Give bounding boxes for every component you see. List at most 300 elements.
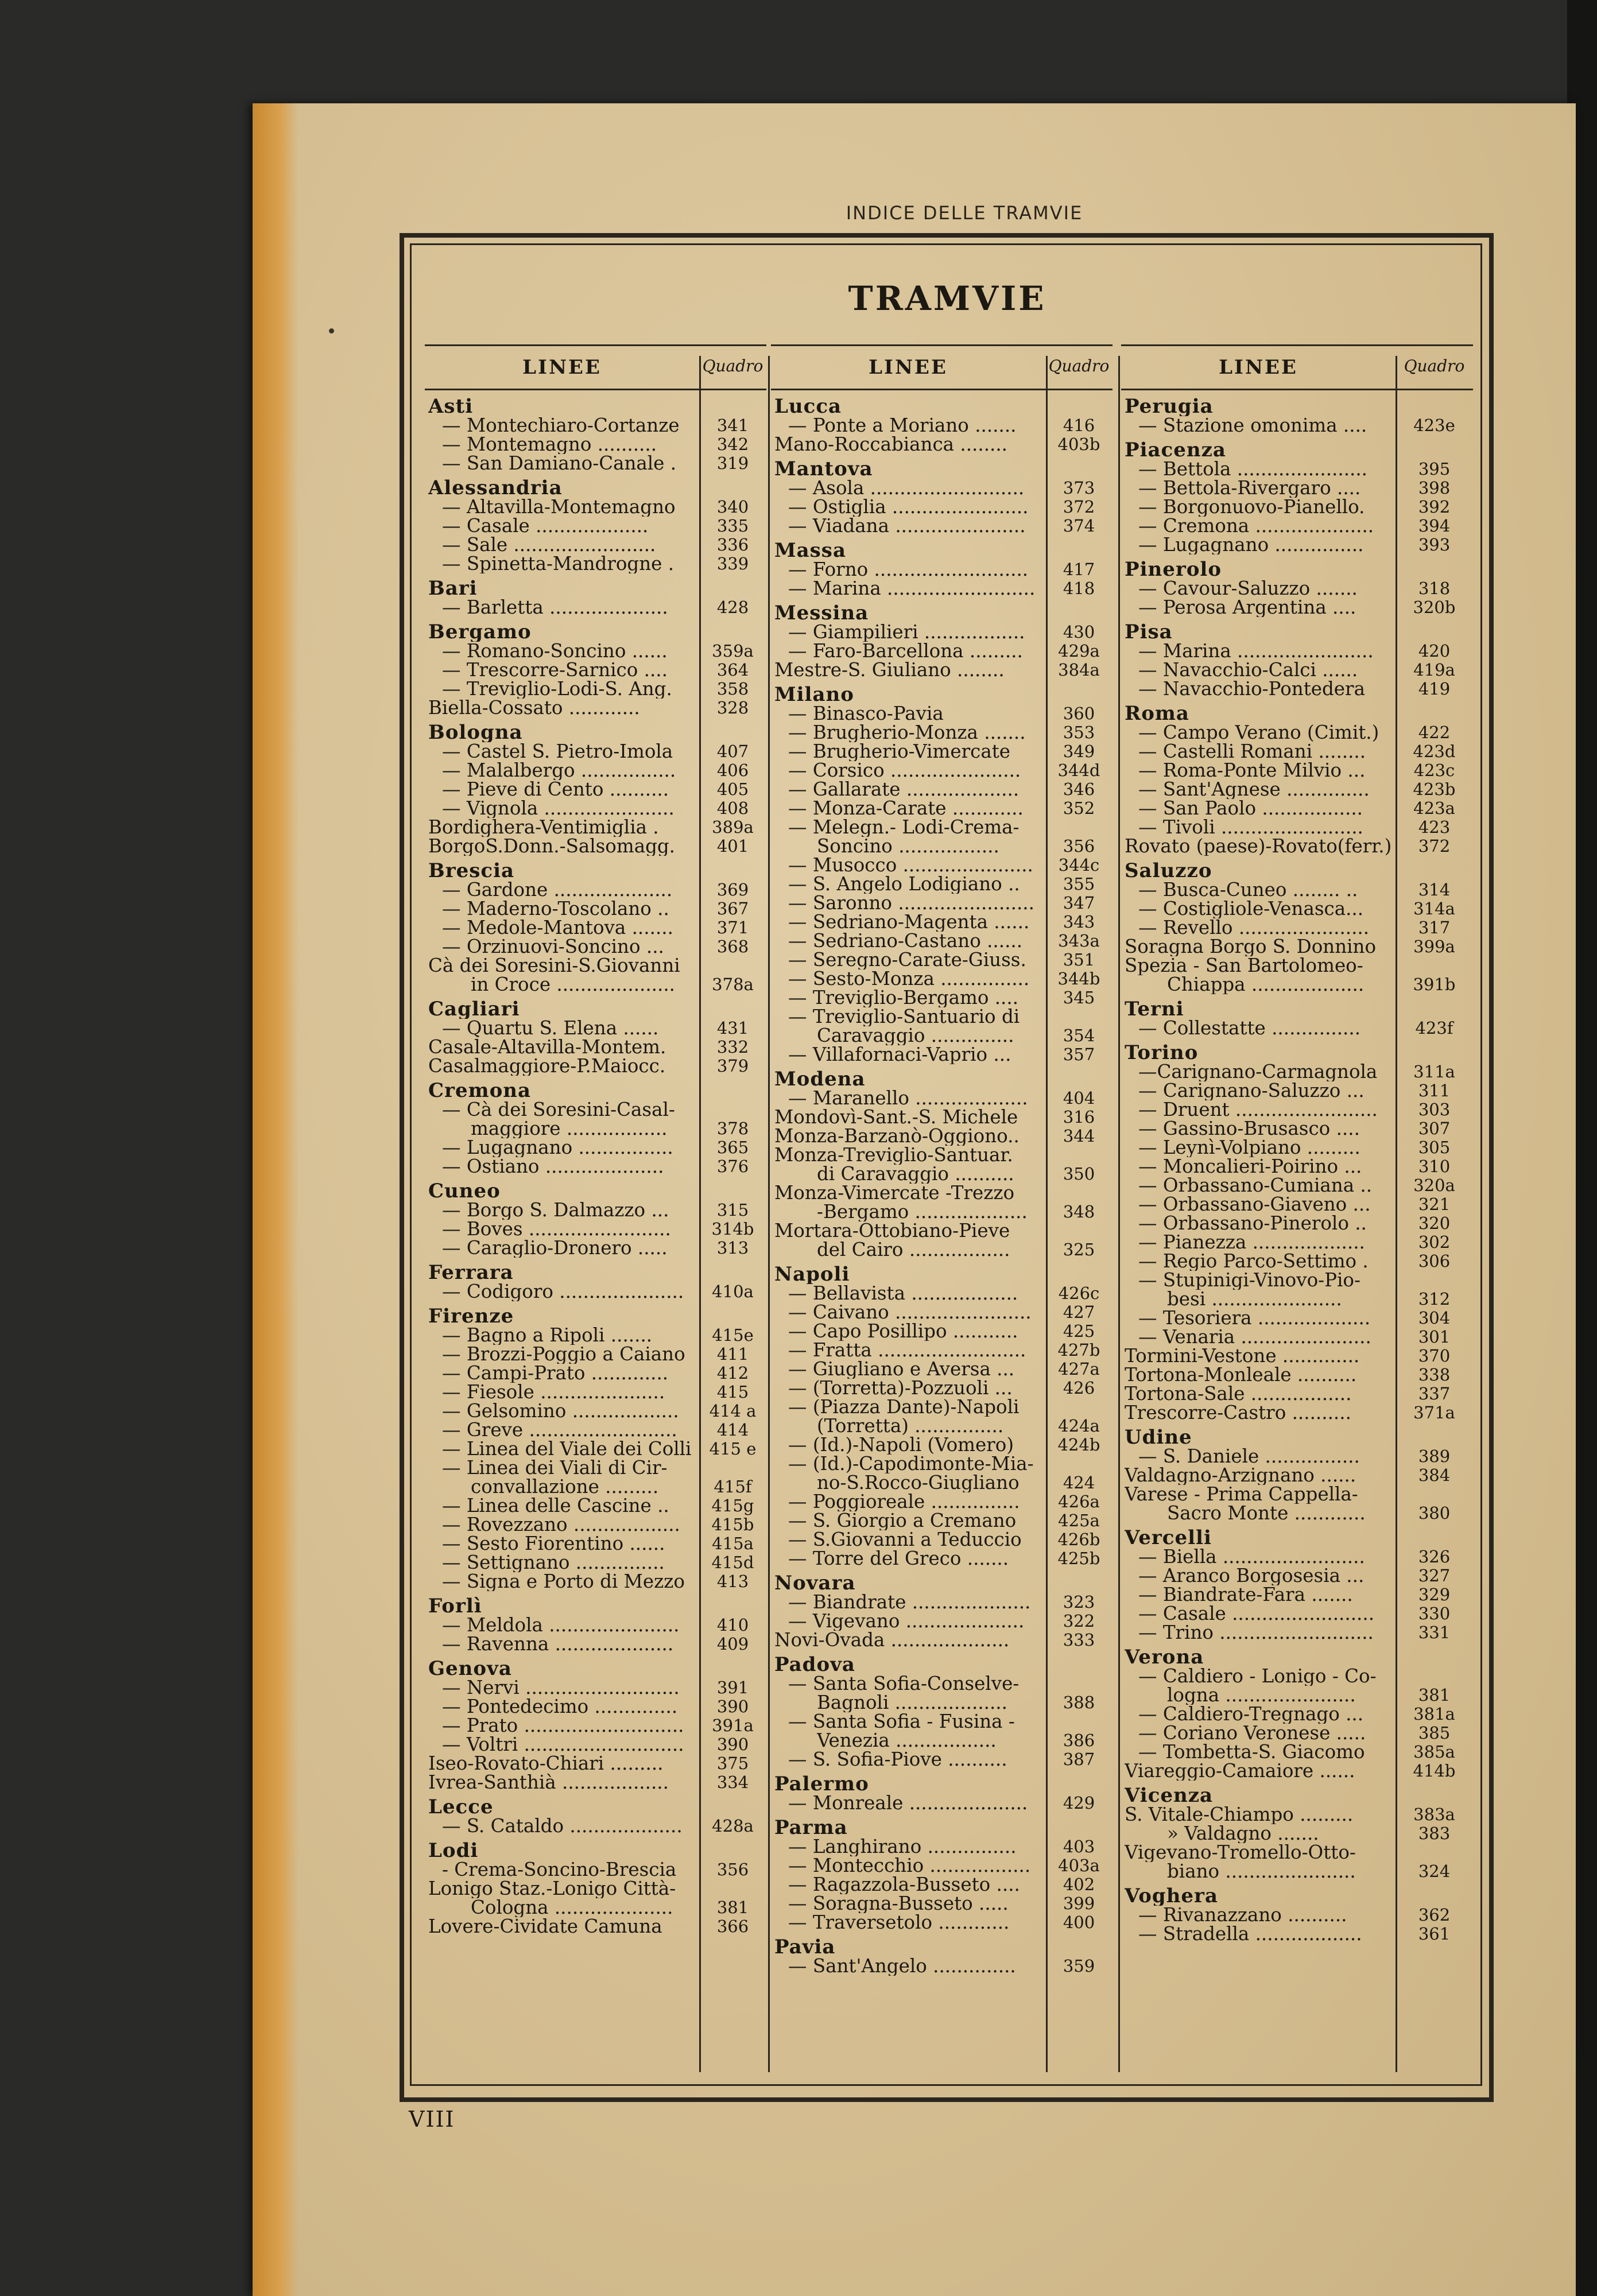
line-entry-row	[771, 1045, 1113, 1064]
line-name: — Pontedecimo ..............	[442, 1697, 678, 1716]
line-name: — Quartu S. Elena ......	[442, 1019, 659, 1038]
line-entry-row	[771, 416, 1113, 435]
city-name: Milano	[774, 685, 854, 704]
line-entry-row	[771, 704, 1113, 723]
line-entry-row	[425, 1678, 766, 1697]
line-name: Sacro Monte ............	[1167, 1504, 1366, 1523]
line-entry-row	[1121, 1906, 1473, 1925]
line-entry-row	[1121, 1290, 1473, 1309]
line-name: — Forno ..........................	[788, 560, 1029, 579]
line-entry-row	[425, 956, 766, 975]
line-name: — Fiesole .....................	[442, 1383, 665, 1402]
line-entry-row	[1121, 1328, 1473, 1347]
city-heading-row	[425, 397, 766, 416]
quadro-number: 328	[716, 698, 749, 718]
quadro-number: 346	[1063, 779, 1095, 799]
city-name: Udine	[1125, 1428, 1192, 1447]
line-entry-row	[1121, 1233, 1473, 1252]
line-entry-row	[425, 598, 766, 617]
line-entry-row	[771, 1492, 1113, 1511]
line-entry-row	[771, 1360, 1113, 1379]
quadro-number: 424b	[1057, 1435, 1100, 1455]
line-name: — Settignano ...............	[442, 1553, 665, 1572]
line-entry-row	[425, 1553, 766, 1572]
quadro-number: 311a	[1413, 1062, 1455, 1081]
line-entry-row	[1121, 1623, 1473, 1642]
quadro-number: 318	[1418, 579, 1451, 598]
quadro-number: 330	[1418, 1604, 1451, 1623]
line-entry-row	[1121, 460, 1473, 479]
header-lines: LINEE	[522, 356, 602, 379]
line-entry-row	[1121, 918, 1473, 937]
line-name: — Fratta .........................	[788, 1341, 1026, 1360]
line-name: — (Piazza Dante)-Napoli	[788, 1398, 1020, 1417]
quadro-number: 423c	[1413, 761, 1455, 780]
line-name: — Capo Posillipo ...........	[788, 1322, 1018, 1341]
line-name: — Treviglio-Bergamo ....	[788, 988, 1019, 1007]
line-entry-row	[425, 1477, 766, 1496]
line-name: — Gassino-Brusasco ....	[1138, 1119, 1360, 1138]
city-name: Parma	[774, 1818, 848, 1837]
city-heading-row	[1121, 441, 1473, 460]
line-entry-row	[425, 1138, 766, 1157]
line-name: — Rovezzano ..................	[442, 1515, 680, 1534]
line-entry-row	[771, 875, 1113, 894]
quadro-number: 370	[1418, 1346, 1451, 1366]
line-entry-row	[1121, 1548, 1473, 1566]
quadro-number: 394	[1418, 516, 1451, 536]
line-name: — Caldiero - Lonigo - Co-	[1138, 1667, 1377, 1686]
quadro-number: 338	[1418, 1365, 1451, 1384]
line-entry-row	[425, 1534, 766, 1553]
line-name: biano ......................	[1167, 1862, 1356, 1881]
quadro-number: 317	[1418, 918, 1451, 937]
line-entry-row	[771, 1221, 1113, 1240]
quadro-number: 385	[1418, 1723, 1451, 1743]
quadro-number: 383a	[1413, 1805, 1455, 1824]
column-rule	[768, 356, 770, 2072]
line-name: — Traversetolo ............	[788, 1913, 1010, 1932]
line-entry-row	[771, 1146, 1113, 1165]
line-entry-row	[425, 680, 766, 699]
line-name: Lonigo Staz.-Lonigo Città-	[428, 1879, 676, 1898]
line-name: — Binasco-Pavia	[788, 704, 944, 723]
line-entry-row	[771, 1473, 1113, 1492]
quadro-number: 415f	[714, 1477, 752, 1496]
quadro-number: 344d	[1057, 761, 1100, 780]
column-header	[771, 344, 1113, 390]
line-entry-row	[425, 1038, 766, 1057]
line-entry-row	[425, 937, 766, 956]
quadro-number: 423	[1418, 817, 1451, 837]
column-rule	[1118, 356, 1120, 2072]
city-heading-row	[771, 397, 1113, 416]
line-name: Cà dei Soresini-S.Giovanni	[428, 956, 680, 975]
line-entry-row	[771, 761, 1113, 780]
line-name: — Rivanazzano ..........	[1138, 1906, 1347, 1925]
line-entry-row	[1121, 1504, 1473, 1523]
city-name: Verona	[1125, 1648, 1204, 1667]
line-name: (Torretta) ...............	[817, 1417, 1004, 1436]
city-heading-row	[425, 479, 766, 498]
line-name: Soragna Borgo S. Donnino	[1125, 937, 1377, 956]
quadro-number: 429	[1063, 1793, 1095, 1813]
quadro-number: 420	[1418, 641, 1451, 661]
quadro-number: 415	[716, 1382, 749, 1402]
quadro-number: 417	[1063, 560, 1095, 579]
line-name: Bordighera-Ventimiglia .	[428, 818, 659, 837]
line-entry-row	[425, 1057, 766, 1076]
line-name: » Valdagno .......	[1167, 1824, 1319, 1843]
line-entry-row	[771, 913, 1113, 932]
line-entry-row	[425, 1019, 766, 1038]
line-name: Caravaggio ..............	[817, 1026, 1014, 1045]
city-name: Vicenza	[1125, 1786, 1214, 1805]
quadro-number: 324	[1418, 1861, 1451, 1881]
line-name: — Poggioreale ...............	[788, 1492, 1020, 1511]
line-name: Bagnoli ...................	[817, 1693, 1007, 1712]
line-name: — Orbassano-Giaveno ...	[1138, 1195, 1371, 1214]
line-name: — Giampilieri .................	[788, 623, 1025, 642]
line-name: — Montecchio .................	[788, 1856, 1031, 1875]
quadro-number: 344b	[1057, 969, 1100, 988]
quadro-number: 427b	[1057, 1340, 1100, 1360]
line-name: Monza-Barzanò-Oggiono..	[774, 1127, 1020, 1146]
line-entry-row	[771, 1127, 1113, 1146]
line-name: — Lugagnano ................	[442, 1138, 673, 1157]
line-name: — Maranello ...................	[788, 1089, 1028, 1108]
quadro-number: 398	[1418, 478, 1451, 498]
line-name: — Orbassano-Cumiana ..	[1138, 1176, 1373, 1195]
line-name: — Viadana ......................	[788, 517, 1026, 536]
quadro-number: 414b	[1413, 1761, 1456, 1781]
line-name: — Melegn.- Lodi-Crema-	[788, 818, 1020, 837]
line-entry-row	[1121, 479, 1473, 498]
line-name: Venezia .................	[817, 1731, 997, 1750]
line-name: — Nervi ..........................	[442, 1678, 680, 1697]
line-name: — Perosa Argentina ....	[1138, 598, 1356, 617]
city-name: Firenze	[428, 1307, 514, 1326]
quadro-number: 404	[1063, 1088, 1095, 1108]
line-name: Varese - Prima Cappella-	[1125, 1485, 1358, 1504]
quadro-number: 407	[716, 742, 749, 761]
line-entry-row	[425, 454, 766, 473]
line-entry-row	[771, 1089, 1113, 1108]
city-heading-row	[1121, 1648, 1473, 1667]
city-heading-row	[771, 1775, 1113, 1794]
city-name: Perugia	[1125, 397, 1214, 416]
line-entry-row	[771, 1398, 1113, 1417]
line-name: — Gallarate ...................	[788, 780, 1020, 799]
line-entry-row	[771, 1455, 1113, 1473]
line-entry-row	[771, 1913, 1113, 1932]
index-column-3	[1121, 344, 1473, 2077]
line-name: Trescorre-Castro ..........	[1125, 1403, 1351, 1422]
quadro-number: 378	[716, 1119, 749, 1138]
quadro-number: 372	[1063, 497, 1095, 517]
line-name: — Brozzi-Poggio a Caiano	[442, 1345, 685, 1364]
quadro-number: 336	[716, 535, 749, 554]
quadro-number: 347	[1063, 893, 1095, 913]
line-entry-row	[1121, 536, 1473, 554]
quadro-number: 315	[716, 1200, 749, 1220]
quadro-number: 423e	[1413, 416, 1455, 435]
line-name: — Stazione omonima ....	[1138, 416, 1367, 435]
city-name: Cremona	[428, 1081, 532, 1100]
line-entry-row	[771, 1203, 1113, 1221]
line-entry-row	[1121, 680, 1473, 699]
line-name: — Montemagno ..........	[442, 435, 657, 454]
line-entry-row	[771, 1593, 1113, 1612]
page-edge	[253, 103, 299, 2296]
line-entry-row	[425, 975, 766, 994]
line-name: — Venaria ......................	[1138, 1328, 1371, 1347]
line-name: — Meldola ......................	[442, 1616, 680, 1635]
city-name: Pisa	[1125, 623, 1173, 642]
quadro-number: 360	[1063, 704, 1095, 723]
quadro-number: 419a	[1413, 660, 1455, 680]
line-name: — Santa Sofia-Conselve-	[788, 1674, 1020, 1693]
line-name: — S. Cataldo ...................	[442, 1817, 683, 1836]
quadro-number: 305	[1418, 1138, 1451, 1157]
line-name: — Montechiaro-Cortanze	[442, 416, 680, 435]
line-entry-row	[425, 1496, 766, 1515]
quadro-number: 316	[1063, 1107, 1095, 1127]
line-name: Casalmaggiore-P.Maiocc.	[428, 1057, 666, 1076]
quadro-number: 399	[1063, 1894, 1095, 1913]
city-heading-row	[771, 460, 1113, 479]
quadro-number: 408	[716, 798, 749, 818]
line-name: — S. Giorgio a Cremano	[788, 1511, 1017, 1530]
quadro-number: 428	[716, 598, 749, 617]
quadro-number: 426a	[1058, 1492, 1100, 1511]
line-name: — Linea del Viale dei Colli	[442, 1440, 692, 1459]
quadro-number: 307	[1418, 1119, 1451, 1138]
line-entry-row	[771, 1856, 1113, 1875]
quadro-number: 384	[1418, 1465, 1451, 1485]
quadro-number: 423f	[1415, 1018, 1453, 1038]
line-name: Viareggio-Camaiore ......	[1125, 1762, 1355, 1781]
line-name: — Romano-Soncino ......	[442, 642, 668, 661]
line-name: Mortara-Ottobiano-Pieve	[774, 1221, 1010, 1240]
line-entry-row	[771, 498, 1113, 517]
quadro-number: 310	[1418, 1157, 1451, 1176]
line-entry-row	[771, 517, 1113, 536]
quadro-number: 424	[1063, 1473, 1095, 1492]
quadro-number: 402	[1063, 1875, 1095, 1894]
line-entry-row	[771, 799, 1113, 818]
city-name: Pinerolo	[1125, 560, 1222, 579]
line-entry-row	[771, 1894, 1113, 1913]
quadro-number: 403	[1063, 1837, 1095, 1856]
line-name: — Biandrate ....................	[788, 1593, 1031, 1612]
line-name: — Biandrate-Fara .......	[1138, 1585, 1353, 1604]
line-entry-row	[1121, 1384, 1473, 1403]
line-name: — Caraglio-Dronero .....	[442, 1239, 668, 1258]
city-name: Cagliari	[428, 1000, 520, 1019]
quadro-number: 329	[1418, 1585, 1451, 1604]
quadro-number: 415b	[711, 1515, 754, 1534]
quadro-number: 303	[1418, 1100, 1451, 1119]
quadro-number: 345	[1063, 988, 1095, 1007]
quadro-number: 314b	[711, 1219, 754, 1239]
quadro-number: 415a	[712, 1534, 754, 1553]
city-heading-row	[1121, 1786, 1473, 1805]
line-name: — Casale ........................	[1138, 1604, 1375, 1623]
line-name: — Vignola ......................	[442, 799, 675, 818]
city-heading-row	[771, 1574, 1113, 1593]
line-entry-row	[771, 479, 1113, 498]
city-name: Lucca	[774, 397, 842, 416]
line-entry-row	[1121, 975, 1473, 994]
line-entry-row	[771, 1631, 1113, 1650]
quadro-number: 429a	[1058, 641, 1100, 661]
line-entry-row	[771, 1026, 1113, 1045]
line-entry-row	[425, 780, 766, 799]
city-heading-row	[425, 623, 766, 642]
quadro-number: 379	[716, 1056, 749, 1076]
line-entry-row	[771, 1184, 1113, 1203]
line-entry-row	[1121, 1081, 1473, 1100]
line-name: — Bellavista ..................	[788, 1284, 1018, 1303]
line-name: — Spinetta-Mandrogne .	[442, 554, 675, 573]
line-name: — Sedriano-Castano ......	[788, 932, 1023, 951]
line-entry-row	[1121, 1214, 1473, 1233]
quadro-number: 389a	[712, 817, 754, 837]
city-heading-row	[425, 1307, 766, 1326]
quadro-number: 337	[1418, 1384, 1451, 1403]
line-entry-row	[425, 1515, 766, 1534]
quadro-number: 368	[716, 937, 749, 956]
line-name: no-S.Rocco-Giugliano	[817, 1473, 1020, 1492]
line-entry-row	[1121, 1271, 1473, 1290]
line-entry-row	[425, 1282, 766, 1301]
line-entry-row	[425, 1345, 766, 1364]
line-name: — Roma-Ponte Milvio ...	[1138, 761, 1366, 780]
line-name: — Villafornaci-Vaprio ...	[788, 1045, 1011, 1064]
city-name: Napoli	[774, 1265, 850, 1284]
line-entry-row	[1121, 1743, 1473, 1762]
quadro-number: 344c	[1058, 855, 1100, 875]
line-name: — (Id.)-Capodimonte-Mia-	[788, 1455, 1034, 1473]
quadro-number: 406	[716, 761, 749, 780]
line-name: — Sesto-Monza ...............	[788, 969, 1030, 988]
quadro-number: 422	[1418, 723, 1451, 742]
quadro-number: 418	[1063, 579, 1095, 598]
line-entry-row	[771, 1284, 1113, 1303]
line-name: — Coriano Veronese .....	[1138, 1724, 1366, 1743]
quadro-number: 352	[1063, 798, 1095, 818]
line-name: Tortona-Sale .................	[1125, 1384, 1352, 1403]
quadro-number: 384a	[1058, 660, 1100, 680]
quadro-number: 373	[1063, 478, 1095, 498]
line-entry-row	[1121, 1925, 1473, 1944]
line-name: — Stradella ..................	[1138, 1925, 1362, 1944]
line-name: — Treviglio-Lodi-S. Ang.	[442, 680, 672, 699]
line-name: Soncino .................	[817, 837, 999, 856]
line-name: — Gelsomino ..................	[442, 1402, 679, 1421]
city-heading-row	[425, 1798, 766, 1817]
line-entry-row	[1121, 498, 1473, 517]
quadro-number: 323	[1063, 1592, 1095, 1612]
quadro-number: 411	[716, 1344, 749, 1364]
line-name: Spezia - San Bartolomeo-	[1125, 956, 1363, 975]
line-entry-row	[1121, 723, 1473, 742]
line-entry-row	[1121, 1485, 1473, 1504]
line-entry-row	[1121, 1724, 1473, 1743]
line-name: — Aranco Borgosesia ...	[1138, 1566, 1365, 1585]
line-name: — Borgonuovo-Pianello.	[1138, 498, 1365, 517]
quadro-number: 381a	[1413, 1704, 1455, 1724]
line-entry-row	[425, 1817, 766, 1836]
city-heading-row	[771, 1655, 1113, 1674]
line-entry-row	[1121, 1252, 1473, 1271]
line-name: — Navacchio-Calci ......	[1138, 661, 1358, 680]
city-heading-row	[425, 1659, 766, 1678]
quadro-number: 365	[716, 1138, 749, 1157]
city-name: Bari	[428, 579, 478, 598]
line-name: — Monza-Carate ............	[788, 799, 1024, 818]
line-name: — Cà dei Soresini-Casal-	[442, 1100, 675, 1119]
line-name: di Caravaggio ..........	[817, 1165, 1014, 1184]
quadro-number: 371	[716, 918, 749, 937]
line-entry-row	[1121, 1705, 1473, 1724]
quadro-number: 425b	[1057, 1549, 1100, 1568]
line-name: — Seregno-Carate-Giuss.	[788, 951, 1026, 969]
line-entry-row	[425, 1239, 766, 1258]
line-name: — Sant'Angelo ..............	[788, 1957, 1016, 1976]
quadro-number: 359a	[712, 641, 754, 661]
line-name: Monza-Treviglio-Santuar.	[774, 1146, 1013, 1165]
quadro-number: 304	[1418, 1308, 1451, 1328]
city-name: Vercelli	[1125, 1529, 1212, 1548]
line-name: — Gardone ....................	[442, 881, 673, 899]
line-name: Rovato (paese)-Rovato(ferr.)	[1125, 837, 1392, 856]
line-name: — Castelli Romani ........	[1138, 742, 1366, 761]
quadro-number: 423b	[1413, 779, 1456, 799]
line-entry-row	[1121, 1347, 1473, 1366]
header-lines: LINEE	[1219, 356, 1298, 379]
quadro-number: 386	[1063, 1731, 1095, 1750]
line-entry-row	[425, 1119, 766, 1138]
line-entry-row	[771, 988, 1113, 1007]
quadro-number: 367	[716, 899, 749, 918]
line-entry-row	[425, 1157, 766, 1176]
quadro-number: 415d	[711, 1553, 754, 1572]
line-entry-row	[1121, 1585, 1473, 1604]
quadro-number: 376	[716, 1157, 749, 1176]
quadro-number: 414	[716, 1420, 749, 1440]
index-column-1	[425, 344, 766, 2077]
line-name: — Casale ...................	[442, 517, 649, 536]
city-heading-row	[425, 1182, 766, 1201]
line-name: — Musocco ......................	[788, 856, 1033, 875]
quadro-number: 380	[1418, 1503, 1451, 1523]
city-heading-row	[425, 862, 766, 881]
line-entry-row	[1121, 1195, 1473, 1214]
line-name: Monza-Vimercate -Trezzo	[774, 1184, 1015, 1203]
line-entry-row	[425, 1917, 766, 1936]
line-entry-row	[771, 780, 1113, 799]
line-name: -Bergamo ...................	[817, 1203, 1028, 1221]
line-entry-row	[771, 1549, 1113, 1568]
quadro-number: 414 a	[709, 1401, 757, 1421]
line-name: Tortona-Monleale ..........	[1125, 1366, 1357, 1384]
quadro-number: 399a	[1413, 937, 1455, 956]
line-entry-row	[425, 554, 766, 573]
line-entry-row	[771, 1731, 1113, 1750]
rows	[425, 390, 766, 1936]
